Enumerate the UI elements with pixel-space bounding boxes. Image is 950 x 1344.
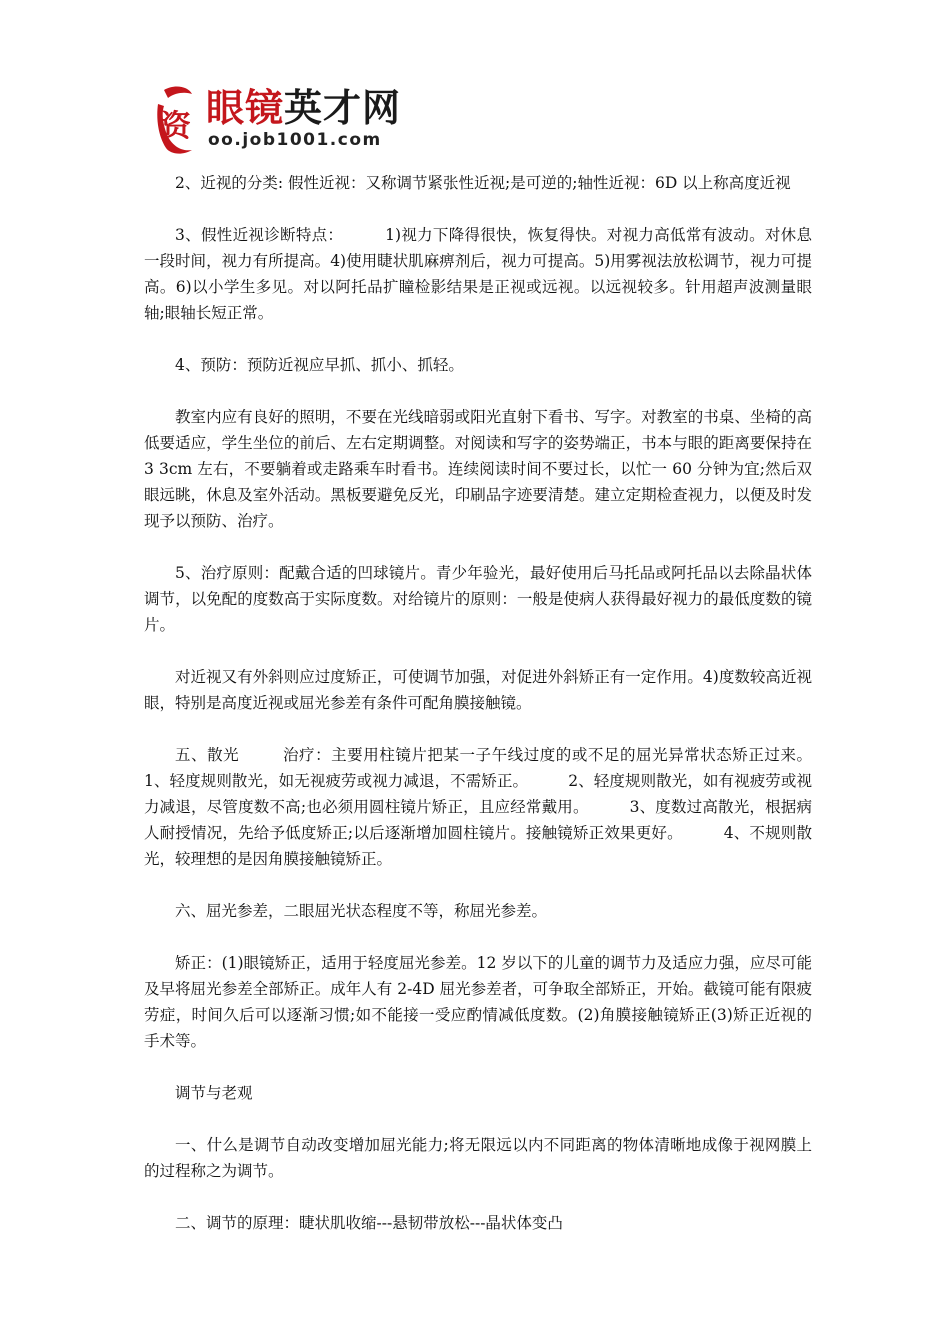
paragraph-treatment-principle: 5、治疗原则：配戴合适的凹球镜片。青少年验光，最好使用后马托品或阿托品以去除晶状体调节，以免配的度数高于实际度数。对给镜片的原则：一般是使病人获得最好视力的最低度数的镜片。 (144, 564, 812, 634)
paragraph-prevention: 4、预防：预防近视应早抓、抓小、抓轻。 (175, 356, 464, 374)
paragraph-pseudomyopia-diagnosis: 3、假性近视诊断特点： 1)视力下降得很快，恢复得快。对视力高低常有波动。对休息一段时间，视力有所提高。4)使用睫状肌麻痹剂后，视力可提高。5)用雾视法放松调节，视力可提高。6)以小学生多见。对以阿托品扩瞳检影结果是正视或远视。以远视较多。针用超声波测量眼轴;眼轴长短正常。 (144, 226, 812, 322)
logo-mark-char: 资 (161, 109, 191, 144)
section-heading-accommodation: 调节与老观 (175, 1084, 253, 1102)
logo-title (206, 86, 401, 130)
document-body (144, 170, 852, 1262)
paragraph-accommodation-principle: 二、调节的原理：睫状肌收缩---悬韧带放松---晶状体变凸 (175, 1214, 563, 1232)
paragraph-classroom: 教室内应有良好的照明，不要在光线暗弱或阳光直射下看书、写字。对教室的书桌、坐椅的高低要适应，学生坐位的前后、左右定期调整。对阅读和写字的姿势端正，书本与眼的距离要保持在 3 3cm 左右，不要躺着或走路乘车时看书。连续阅读时间不要过长，以忙一 60 分钟为宜;然后双眼远眺，休息及室外活动。黑板要避免反光，印刷品字迹要清楚。建立定期检查视力，以便及时发现予以预防、治疗。 (144, 408, 817, 530)
paragraph-exotropia: 对近视又有外斜则应过度矫正，可使调节加强，对促进外斜矫正有一定作用。4)度数较高近视眼，特别是高度近视或屈光参差有条件可配角膜接触镜。 (144, 668, 812, 712)
site-logo[interactable] (152, 84, 412, 156)
paragraph-myopia-classification: 2、近视的分类: 假性近视：又称调节紧张性近视;是可逆的;轴性近视：6D 以上称高度近视 (175, 174, 791, 192)
paragraph-correction: 矫正：(1)眼镜矫正，适用于轻度屈光参差。12 岁以下的儿童的调节力及适应力强，应尽可能及早将屈光参差全部矫正。成年人有 2-4D 屈光参差者，可争取全部矫正，开始。截镜可能有限疲劳症，时间久后可以逐渐习惯;如不能接一受应酌情减低度数。(2)角膜接触镜矫正(3)矫正近视的手术等。 (144, 954, 812, 1050)
paragraph-astigmatism: 五、散光 治疗：主要用柱镜片把某一子午线过度的或不足的屈光异常状态矫正过来。 1、轻度规则散光，如无视疲劳或视力减退，不需矫正。 2、轻度规则散光，如有视疲劳或视力减退，尽管度数不高;也必须用圆柱镜片矫正，且应经常戴用。 3、度数过高散光，根据病人耐授情况，先给予低度矫正;以后逐渐增加圆柱镜片。接触镜矫正效果更好。 4、不规则散光，较理想的是因角膜接触镜矫正。 (144, 746, 852, 868)
logo-title-dark: 英才网 (284, 86, 402, 130)
paragraph-what-is-accommodation: 一、什么是调节自动改变增加屈光能力;将无限远以内不同距离的物体清晰地成像于视网膜上的过程称之为调节。 (144, 1136, 812, 1180)
paragraph-anisometropia: 六、屈光参差，二眼屈光状态程度不等，称屈光参差。 (175, 902, 548, 920)
logo-title-red: 眼镜 (206, 86, 285, 130)
logo-mark-icon (152, 84, 200, 156)
logo-url: oo.job1001.com (208, 130, 382, 150)
